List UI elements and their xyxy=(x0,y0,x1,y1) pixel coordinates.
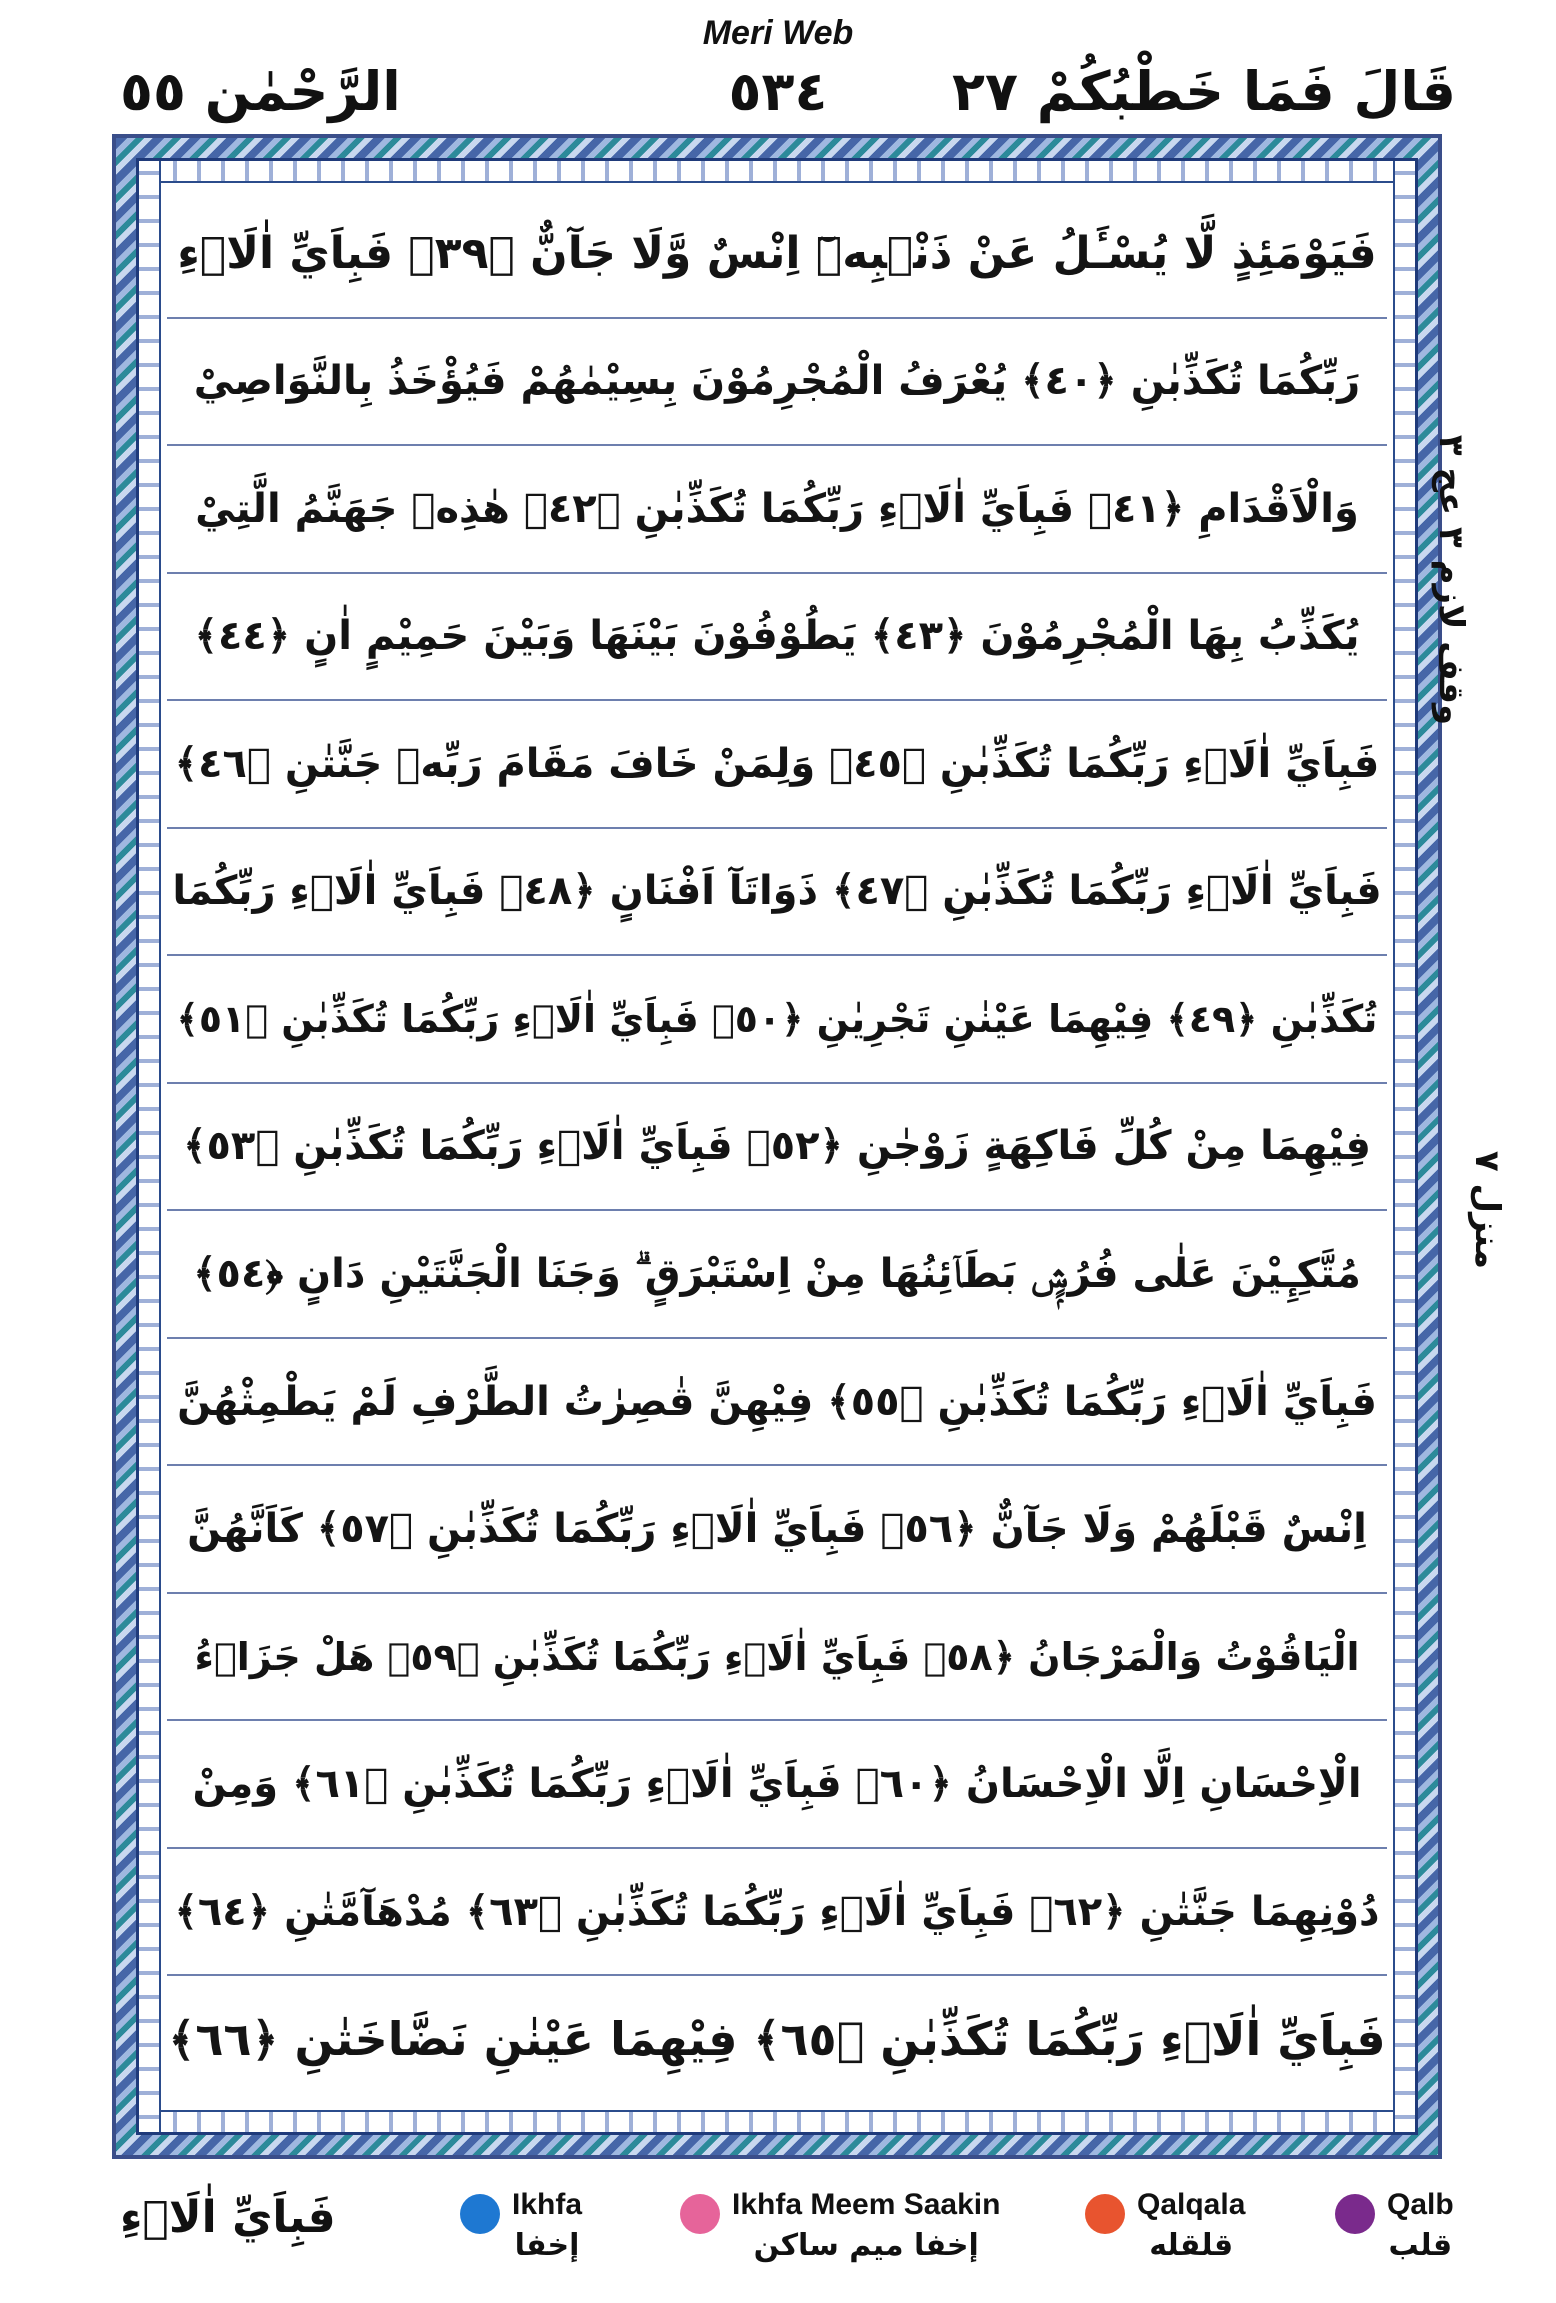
margin-note-manzil: منزل ٧ xyxy=(1466,1150,1507,1270)
page-frame xyxy=(112,134,1442,2159)
qalb-dot-icon xyxy=(1335,2194,1375,2234)
legend-ikhfa-ur: إخفا xyxy=(514,2228,580,2263)
verse-line-15: فَبِاَيِّ اٰلَاۤءِ رَبِّكُمَا تُكَذِّبٰنِ ﴿٦٥﴾ فِيْهِمَا عَيْنٰنِ نَضَّاخَتٰنِ ﴿٦٦﴾ xyxy=(168,2012,1386,2067)
text-panel xyxy=(136,158,1418,2135)
border-pattern-bottom xyxy=(139,2110,1415,2132)
verse-line-1: فَيَوْمَئِذٍ لَّا يُسْـَٔلُ عَنْ ذَنْۢبِهٖٓ اِنْسٌ وَّلَا جَآنٌّ ﴿٣٩﴾ فَبِاَيِّ اٰلَاۤءِ xyxy=(167,191,1387,319)
legend-ikhfa-meem-saakin xyxy=(680,2188,1000,2263)
legend-qalqala-ur: قلقله xyxy=(1149,2228,1234,2263)
site-title: Meri Web xyxy=(702,14,854,52)
surah-header-right: قَالَ فَمَا خَطْبُكُمْ ٢٧ xyxy=(952,60,1456,123)
margin-note-waqf: وقف لازم ٣ عج ٣ xyxy=(1430,434,1471,726)
verse-line-14: دُوْنِهِمَا جَنَّتٰنِ ﴿٦٢﴾ فَبِاَيِّ اٰلَاۤءِ رَبِّكُمَا تُكَذِّبٰنِ ﴿٦٣﴾ مُدْهَآمَّتٰنِ ﴿٦٤﴾ xyxy=(167,1849,1387,1977)
verse-line-4: يُكَذِّبُ بِهَا الْمُجْرِمُوْنَ ﴿٤٣﴾ يَطُوْفُوْنَ بَيْنَهَا وَبَيْنَ حَمِيْمٍ اٰنٍ ﴿٤٤﴾ xyxy=(167,574,1387,702)
surah-header-left: الرَّحْمٰن ٥٥ xyxy=(120,60,401,123)
page-number: ٥٣٤ xyxy=(728,60,828,123)
verse-line-8: فِيْهِمَا مِنْ كُلِّ فَاكِهَةٍ زَوْجٰنِ ﴿٥٢﴾ فَبِاَيِّ اٰلَاۤءِ رَبِّكُمَا تُكَذِّبٰنِ ﴿٥٣﴾ xyxy=(167,1084,1387,1212)
verse-line-7: تُكَذِّبٰنِ ﴿٤٩﴾ فِيْهِمَا عَيْنٰنِ تَجْرِيٰنِ ﴿٥٠﴾ فَبِاَيِّ اٰلَاۤءِ رَبِّكُمَا تُكَذِّبٰنِ ﴿٥١﴾ xyxy=(167,956,1387,1084)
border-pattern-left xyxy=(139,161,161,2132)
verse-lines xyxy=(167,191,1387,2102)
verse-line-5: فَبِاَيِّ اٰلَاۤءِ رَبِّكُمَا تُكَذِّبٰنِ ﴿٤٥﴾ وَلِمَنْ خَافَ مَقَامَ رَبِّهٖ جَنَّتٰنِ ﴿٤٦﴾ xyxy=(167,701,1387,829)
verse-line-2: رَبِّكُمَا تُكَذِّبٰنِ ﴿٤٠﴾ يُعْرَفُ الْمُجْرِمُوْنَ بِسِيْمٰهُمْ فَيُؤْخَذُ بِالنَّوَاصِيْ xyxy=(167,319,1387,447)
legend-qalb-ur: قلب xyxy=(1388,2228,1453,2263)
legend-ikhfa-meem-ur: إخفا ميم ساكن xyxy=(753,2228,979,2263)
verse-line-13: الْاِحْسَانِ اِلَّا الْاِحْسَانُ ﴿٦٠﴾ فَبِاَيِّ اٰلَاۤءِ رَبِّكُمَا تُكَذِّبٰنِ ﴿٦١﴾ وَمِنْ xyxy=(167,1721,1387,1849)
verse-line-6: فَبِاَيِّ اٰلَاۤءِ رَبِّكُمَا تُكَذِّبٰنِ ﴿٤٧﴾ ذَوَاتَآ اَفْنَانٍ ﴿٤٨﴾ فَبِاَيِّ اٰلَاۤءِ رَبِّكُمَا xyxy=(167,829,1387,957)
verse-line-3: وَالْاَقْدَامِ ﴿٤١﴾ فَبِاَيِّ اٰلَاۤءِ رَبِّكُمَا تُكَذِّبٰنِ ﴿٤٢﴾ هٰذِهٖ جَهَنَّمُ الَّتِيْ xyxy=(167,446,1387,574)
legend-ikhfa xyxy=(460,2188,582,2263)
legend-qalb xyxy=(1335,2188,1454,2263)
border-pattern-top xyxy=(139,161,1415,183)
legend-ikhfa-meem-en: Ikhfa Meem Saakin xyxy=(732,2188,1001,2221)
verse-line-9: مُتَّكِـِٕيْنَ عَلٰى فُرُشٍۭ بَطَاۤئِنُهَا مِنْ اِسْتَبْرَقٍ ۗ وَجَنَا الْجَنَّتَيْنِ دَانٍ ﴿٥٤﴾ xyxy=(167,1211,1387,1339)
ikhfa-dot-icon xyxy=(460,2194,500,2234)
catchword: فَبِاَيِّ اٰلَاۤءِ xyxy=(120,2192,336,2243)
legend-qalqala-en: Qalqala xyxy=(1137,2188,1246,2221)
border-pattern-right xyxy=(1393,161,1415,2132)
verse-line-11: اِنْسٌ قَبْلَهُمْ وَلَا جَآنٌّ ﴿٥٦﴾ فَبِاَيِّ اٰلَاۤءِ رَبِّكُمَا تُكَذِّبٰنِ ﴿٥٧﴾ كَاَنَّهُنَّ xyxy=(167,1466,1387,1594)
ikhfa-meem-saakin-dot-icon xyxy=(680,2194,720,2234)
verse-line-10: فَبِاَيِّ اٰلَاۤءِ رَبِّكُمَا تُكَذِّبٰنِ ﴿٥٥﴾ فِيْهِنَّ قٰصِرٰتُ الطَّرْفِ لَمْ يَطْمِثْهُنَّ xyxy=(167,1339,1387,1467)
legend-ikhfa-en: Ikhfa xyxy=(512,2188,583,2221)
verse-line-12: الْيَاقُوْتُ وَالْمَرْجَانُ ﴿٥٨﴾ فَبِاَيِّ اٰلَاۤءِ رَبِّكُمَا تُكَذِّبٰنِ ﴿٥٩﴾ هَلْ جَزَاۤءُ xyxy=(167,1594,1387,1722)
legend-qalqala xyxy=(1085,2188,1245,2263)
legend-qalb-en: Qalb xyxy=(1387,2188,1454,2221)
qalqala-dot-icon xyxy=(1085,2194,1125,2234)
